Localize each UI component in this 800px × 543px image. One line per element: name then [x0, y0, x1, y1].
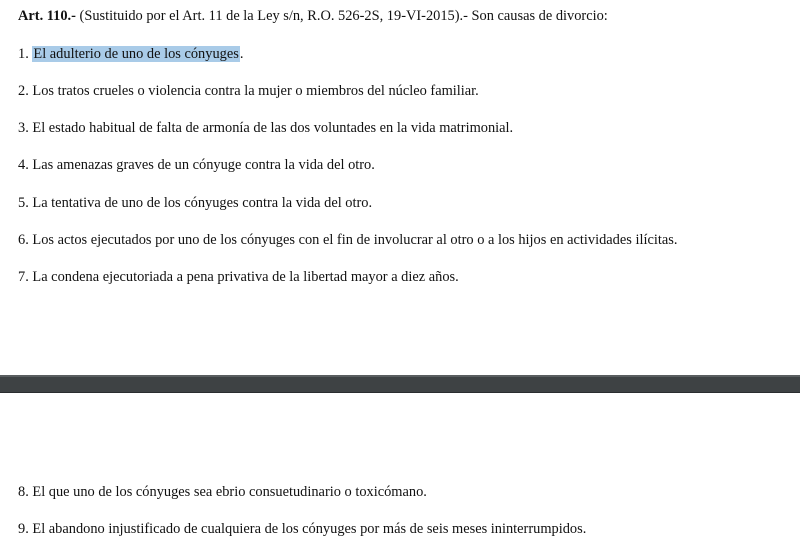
article-number: Art. 110.-	[18, 8, 76, 24]
item-number: 1.	[18, 46, 29, 62]
item-number: 9.	[18, 521, 29, 537]
list-item-6	[18, 231, 677, 249]
list-item-2	[18, 82, 479, 100]
list-item-5	[18, 194, 372, 212]
list-item-8	[18, 483, 427, 501]
list-item-7	[18, 268, 459, 286]
item-number: 4.	[18, 157, 29, 173]
item-text: El abandono injustificado de cualquiera de los cónyuges por más de seis meses ininterrumpidos.	[32, 521, 587, 537]
item-text: Las amenazas graves de un cónyuge contra la vida del otro.	[32, 157, 375, 173]
item-number: 7.	[18, 269, 29, 285]
item-text: Los actos ejecutados por uno de los cónyuges con el fin de involucrar al otro o a los hijos en actividades ilícitas.	[32, 232, 678, 248]
selected-text[interactable]: El adulterio de uno de los cónyuges	[33, 46, 239, 62]
page-break-separator	[0, 375, 800, 393]
article-heading	[18, 7, 608, 25]
item-number: 6.	[18, 232, 29, 248]
item-number: 8.	[18, 484, 29, 500]
item-number: 5.	[18, 195, 29, 211]
item-text: Los tratos crueles o violencia contra la mujer o miembros del núcleo familiar.	[32, 83, 479, 99]
list-item-9	[18, 520, 586, 538]
article-intro: (Sustituido por el Art. 11 de la Ley s/n, R.O. 526-2S, 19-VI-2015).- Son causas de divorcio:	[75, 8, 608, 24]
item-suffix: .	[239, 46, 244, 62]
item-number: 3.	[18, 120, 29, 136]
item-text: La tentativa de uno de los cónyuges contra la vida del otro.	[32, 195, 373, 211]
item-text: El estado habitual de falta de armonía de las dos voluntades en la vida matrimonial.	[32, 120, 514, 136]
document-page-2	[0, 393, 800, 543]
list-item-3	[18, 119, 513, 137]
item-number: 2.	[18, 83, 29, 99]
item-text: La condena ejecutoriada a pena privativa de la libertad mayor a diez años.	[32, 269, 459, 285]
item-text: El que uno de los cónyuges sea ebrio consuetudinario o toxicómano.	[32, 484, 427, 500]
list-item-1	[18, 45, 243, 63]
list-item-4	[18, 156, 375, 174]
